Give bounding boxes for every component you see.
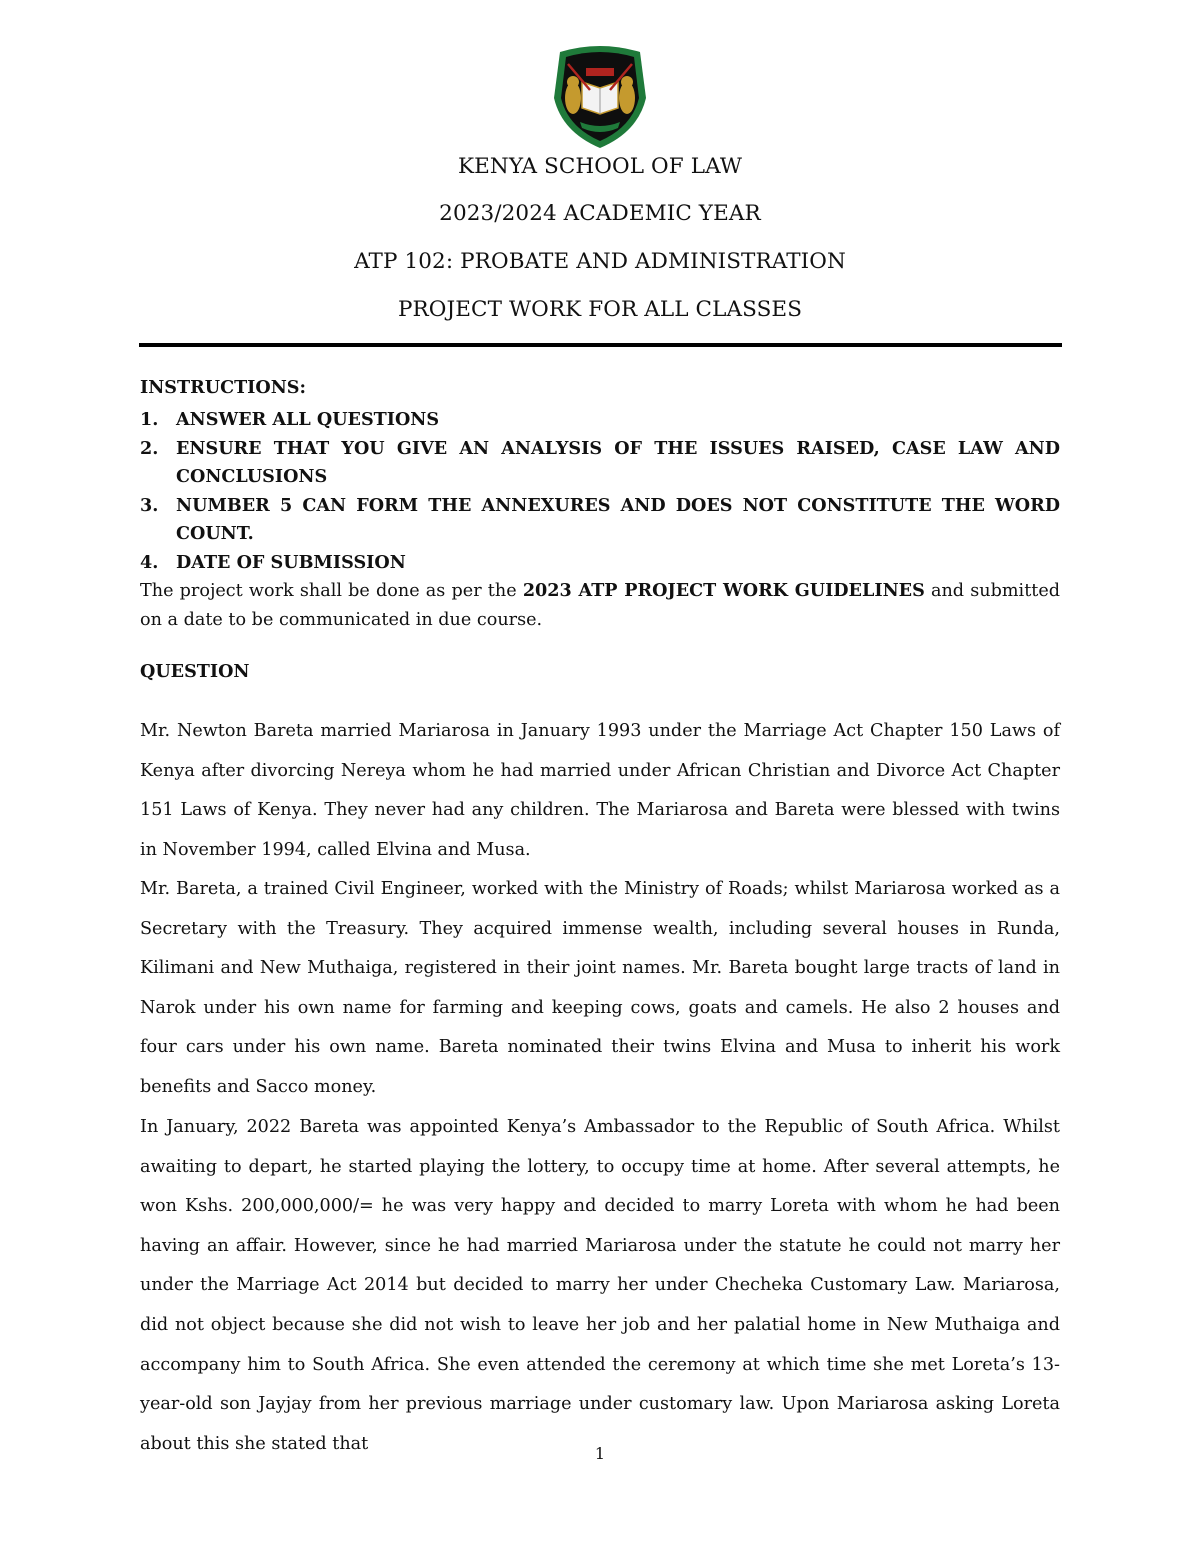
question-paragraph: Mr. Newton Bareta married Mariarosa in January 1993 under the Marriage Act Chapter 150 Laws of Kenya after divorcing Nereya whom he had married under African Christian and Divorce Act Chapter 151 Laws of Kenya. They never had any children. The Mariarosa and Bareta were blessed with twins in November 1994, called Elvina and Musa. [140,721,1060,860]
header-divider [139,343,1062,347]
question-paragraph: In January, 2022 Bareta was appointed Kenya’s Ambassador to the Republic of South Africa. Whilst awaiting to depart, he started playing the lottery, to occupy time at home. After several attempts, he won Kshs. 200,000,000/= he was very happy and decided to marry Loreta with whom he had been having an affair. However, since he had married Mariarosa under the statute he could not marry her under the Marriage Act 2014 but decided to marry her under Checheka Customary Law. Mariarosa, did not object because she did not wish to leave her job and her palatial home in New Muthaiga and accompany him to South Africa. She even attended the ceremony at which time she met Loreta’s 13-year-old son Jayjay from her previous marriage under customary law. Upon Mariarosa asking Loreta about this she stated that [140,1117,1060,1454]
course-title: ATP 102: PROBATE AND ADMINISTRATION [354,249,846,274]
project-title: PROJECT WORK FOR ALL CLASSES [397,297,803,322]
question-heading: QUESTION [140,661,250,682]
list-item: 3. NUMBER 5 CAN FORM THE ANNEXURES AND DOES NOT CONSTITUTE THE WORD COUNT. [140,494,1060,544]
question-paragraph: Mr. Bareta, a trained Civil Engineer, worked with the Ministry of Roads; whilst Mariarosa worked as a Secretary with the Treasury. They acquired immense wealth, including several houses in Runda, Kilimani and New Muthaiga, registered in their joint names. Mr. Bareta bought large tracts of land in Narok under his own name for farming and keeping cows, goats and camels. He also 2 houses and four cars under his own name. Bareta nominated their twins Elvina and Musa to inherit his work benefits and Sacco money. [140,879,1060,1097]
submission-guidelines: The project work shall be done as per the 2023 ATP PROJECT WORK GUIDELINES and submitted on a date to be communicated in due course. [140,580,1061,630]
instructions-title: INSTRUCTIONS: [140,377,307,398]
list-item: 4. DATE OF SUBMISSION [140,551,406,573]
list-item: 1. ANSWER ALL QUESTIONS [140,409,440,430]
instructions-list [140,406,1060,577]
page-number: 1 [594,1444,606,1463]
academic-year: 2023/2024 ACADEMIC YEAR [439,201,761,226]
list-item: 2. ENSURE THAT YOU GIVE AN ANALYSIS OF THE ISSUES RAISED, CASE LAW AND CONCLUSIONS [140,437,1060,487]
school-crest-icon [546,42,654,150]
school-name: KENYA SCHOOL OF LAW [457,154,743,179]
